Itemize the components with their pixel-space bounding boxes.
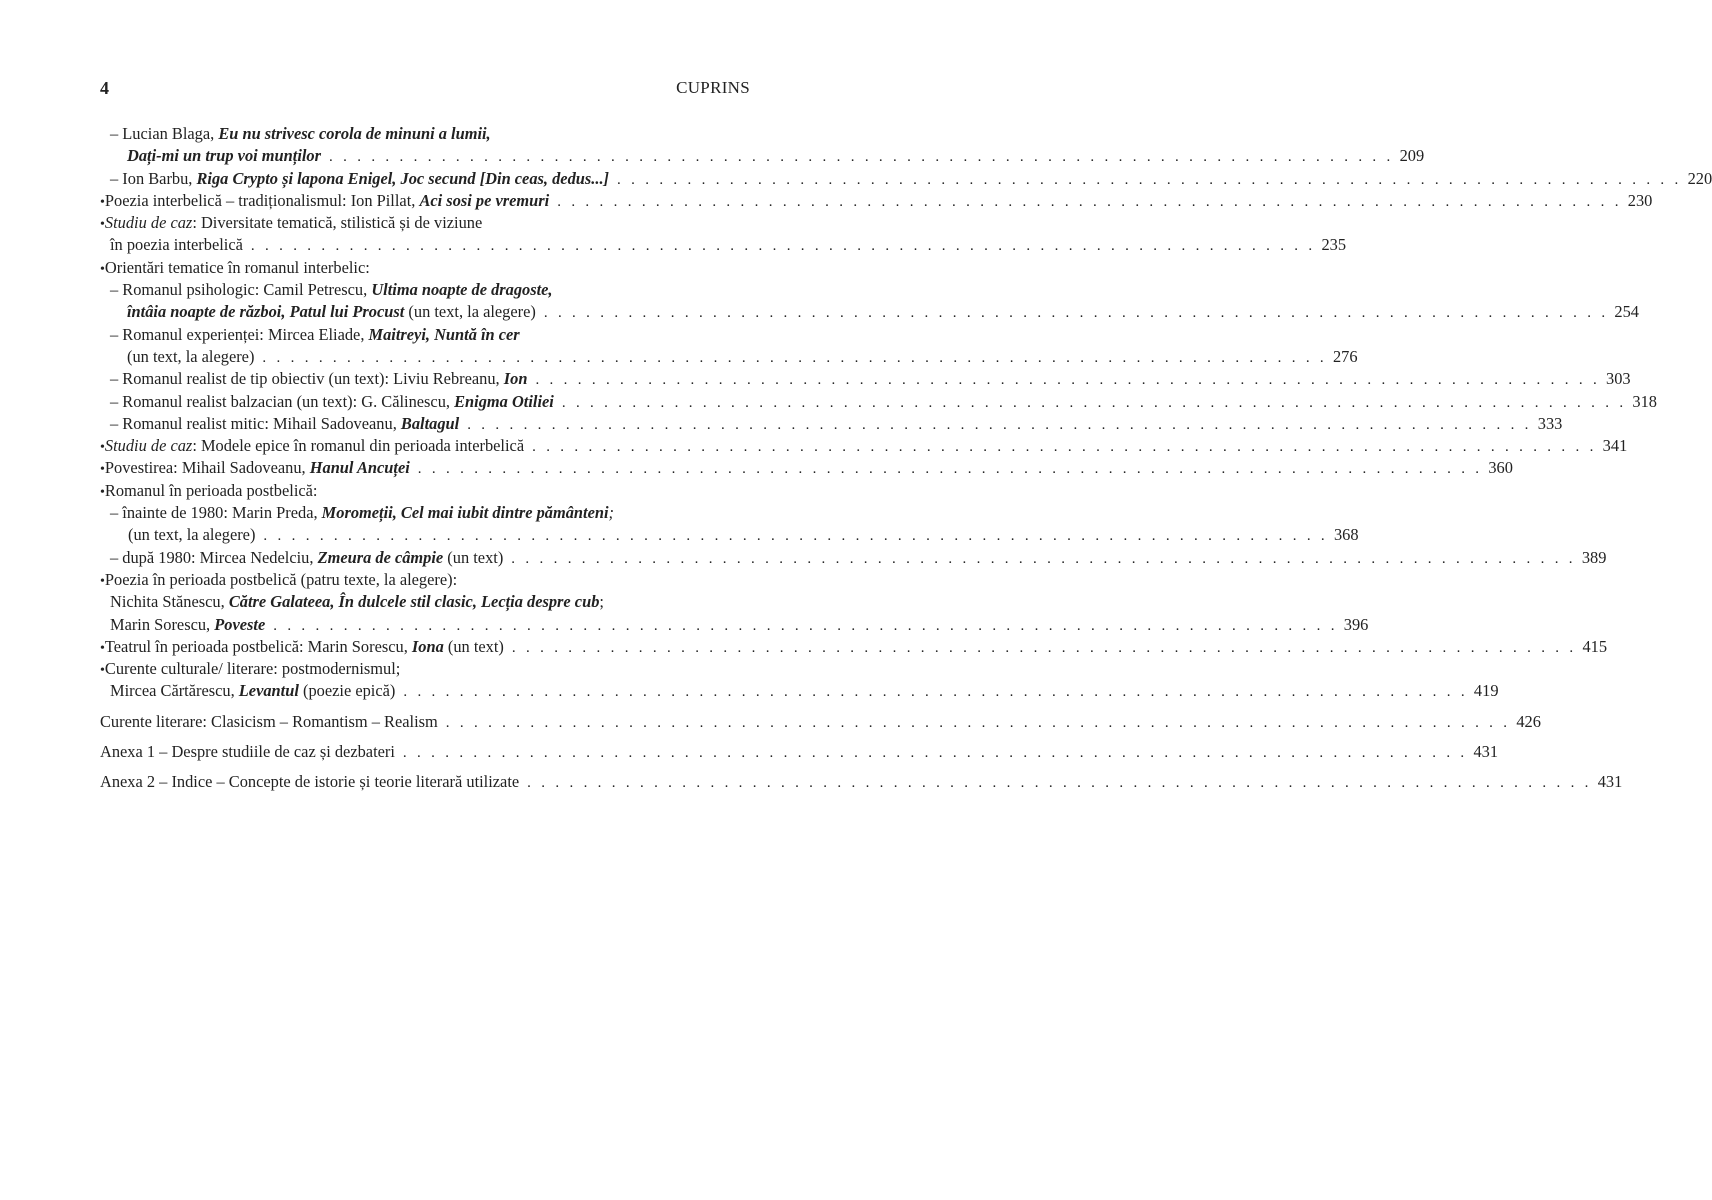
- toc-entry-teatrul: [100, 636, 1608, 658]
- dot-leader: . . . . . . . . . . . . . . . . . . . . . . . . . . . . . . . . . . . . . . . . . . . . . . . . . . . . . . . . . . . . . . . . . . . . . . . . . . . .: [557, 193, 1622, 210]
- toc-title: Nuntă în cer: [434, 324, 520, 344]
- toc-title: Riga Crypto și lapona Enigel, Joc secund [Din ceas, dedus...]: [196, 168, 610, 188]
- toc-entry-obiectiv: [100, 368, 1631, 390]
- toc-text: ,: [330, 592, 339, 612]
- bullet-icon: •: [100, 663, 105, 679]
- toc-title: Ion: [503, 369, 528, 389]
- toc-title: Aci sosi pe vremuri: [419, 190, 550, 210]
- toc-text: ,: [281, 302, 290, 322]
- toc-page: 235: [1321, 235, 1347, 255]
- toc-text: ,: [425, 324, 435, 344]
- toc-text: în poezia interbelică: [110, 235, 243, 255]
- toc-title: Către Galateea: [228, 592, 331, 612]
- dot-leader: . . . . . . . . . . . . . . . . . . . . . . . . . . . . . . . . . . . . . . . . . . . . . . . . . . . . . . . . . . . . . . . . . . . . . . . . . . . .: [543, 305, 1609, 322]
- toc-entry-experientei-cont: [100, 346, 1358, 368]
- toc-text: Curente culturale/ literare: postmodernismul;: [104, 659, 401, 679]
- toc-text-italic: Studiu de caz: [104, 436, 193, 456]
- toc-text: – Romanul realist mitic: Mihail Sadoveanu,: [110, 413, 401, 433]
- toc-page: 368: [1333, 525, 1359, 545]
- bullet-icon: •: [100, 440, 105, 456]
- toc-text: Curente literare: Clasicism – Romantism – Realism: [100, 711, 438, 731]
- bullet-icon: •: [100, 462, 105, 478]
- toc-text-italic: Studiu de caz: [104, 213, 193, 233]
- toc-text: Poezia interbelică – tradiționalismul: Ion Pillat,: [104, 190, 420, 210]
- toc-title: Lecția despre cub: [481, 592, 600, 612]
- toc-text: Teatrul în perioada postbelică: Marin Sorescu,: [104, 636, 412, 656]
- toc-text: Marin Sorescu,: [110, 614, 215, 634]
- dot-leader: . . . . . . . . . . . . . . . . . . . . . . . . . . . . . . . . . . . . . . . . . . . . . . . . . . . . . . . . . . . . . . . . . . . . . . . . . . . .: [262, 349, 1327, 366]
- dot-leader: . . . . . . . . . . . . . . . . . . . . . . . . . . . . . . . . . . . . . . . . . . . . . . . . . . . . . . . . . . . . . . . . . . . . . . . . . . . .: [532, 439, 1597, 456]
- toc-entry-stanescu: [100, 591, 750, 613]
- dot-leader: . . . . . . . . . . . . . . . . . . . . . . . . . . . . . . . . . . . . . . . . . . . . . . . . . . . . . . . . . . . . . . . . . . . . . . . . . . . .: [445, 714, 1511, 731]
- toc-text: Mircea Cărtărescu,: [110, 681, 239, 701]
- toc-text: – înainte de 1980: Marin Preda,: [110, 503, 322, 523]
- dot-leader: . . . . . . . . . . . . . . . . . . . . . . . . . . . . . . . . . . . . . . . . . . . . . . . . . . . . . . . . . . . . . . . . . . . . . . . . . . . .: [511, 550, 1576, 567]
- toc-entry-preda: [100, 502, 750, 524]
- toc-title: Hanul Ancuței: [309, 458, 410, 478]
- dot-leader: . . . . . . . . . . . . . . . . . . . . . . . . . . . . . . . . . . . . . . . . . . . . . . . . . . . . . . . . . . . . . . . . . . . . . . . . . . . .: [402, 745, 1468, 762]
- toc-text: Povestirea: Mihail Sadoveanu,: [104, 458, 310, 478]
- toc-entry-postbelic: [100, 480, 750, 502]
- toc-text: ;: [608, 503, 615, 523]
- dot-leader: . . . . . . . . . . . . . . . . . . . . . . . . . . . . . . . . . . . . . . . . . . . . . . . . . . . . . . . . . . . . . . . . . . . . . . . . . . . .: [329, 149, 1394, 166]
- dot-leader: . . . . . . . . . . . . . . . . . . . . . . . . . . . . . . . . . . . . . . . . . . . . . . . . . . . . . . . . . . . . . . . . . . . . . . . . . . . .: [511, 639, 1577, 656]
- toc-page: 333: [1537, 413, 1563, 433]
- toc-title: Patul lui Procust: [289, 302, 405, 322]
- toc-entry-anexa-1: [100, 741, 1499, 763]
- toc-page: 209: [1399, 146, 1425, 166]
- toc-text: ,: [472, 592, 482, 612]
- toc-entry-cartarescu: [100, 680, 1499, 702]
- toc-title: Iona: [411, 636, 444, 656]
- toc-page: 360: [1488, 458, 1513, 478]
- toc-text: – după 1980: Mircea Nedelciu,: [110, 547, 318, 567]
- bullet-icon: •: [100, 261, 105, 277]
- toc-page: 389: [1581, 547, 1607, 567]
- toc-title: Dați-mi un trup voi munților: [127, 146, 322, 166]
- toc-text: (un text, la alegere): [404, 302, 536, 322]
- toc-text: – Ion Barbu,: [110, 168, 197, 188]
- dot-leader: . . . . . . . . . . . . . . . . . . . . . . . . . . . . . . . . . . . . . . . . . . . . . . . . . . . . . . . . . . . . . . . . . . . . . . . . . . . .: [403, 684, 1468, 701]
- toc-entry-orientari: [100, 257, 750, 279]
- toc-text: (un text, la alegere): [127, 346, 255, 366]
- dot-leader: . . . . . . . . . . . . . . . . . . . . . . . . . . . . . . . . . . . . . . . . . . . . . . . . . . . . . . . . . . . . . . . . . . . . . . . . . . . .: [561, 394, 1627, 411]
- table-of-contents: [100, 123, 1712, 794]
- dot-leader: . . . . . . . . . . . . . . . . . . . . . . . . . . . . . . . . . . . . . . . . . . . . . . . . . . . . . . . . . . . . . . . . . . . . . . . . . . . .: [263, 528, 1328, 545]
- toc-text: : Modele epice în romanul din perioada interbelică: [192, 436, 525, 456]
- toc-title: Maitreyi: [368, 324, 426, 344]
- toc-page: 415: [1582, 636, 1608, 656]
- page-number: 4: [100, 78, 109, 98]
- toc-entry-sorescu: [100, 614, 1369, 636]
- toc-text: Nichita Stănescu,: [110, 592, 229, 612]
- toc-text: : Diversitate tematică, stilistică și de viziune: [192, 213, 483, 233]
- toc-text: (un text, la alegere): [128, 525, 256, 545]
- toc-entry-curente-literare: [100, 711, 1541, 733]
- toc-title: întâia noapte de război: [127, 302, 282, 322]
- toc-entry-studiu-1: [100, 212, 750, 234]
- dot-leader: . . . . . . . . . . . . . . . . . . . . . . . . . . . . . . . . . . . . . . . . . . . . . . . . . . . . . . . . . . . . . . . . . . . . . . . . . . . .: [617, 171, 1682, 188]
- toc-title: Ultima noapte de dragoste,: [371, 280, 553, 300]
- toc-entry-povestirea: [100, 457, 1513, 479]
- running-header: CUPRINS: [676, 78, 750, 97]
- toc-title: Enigma Otiliei: [454, 391, 554, 411]
- toc-title: În dulcele stil clasic: [338, 592, 473, 612]
- dot-leader: . . . . . . . . . . . . . . . . . . . . . . . . . . . . . . . . . . . . . . . . . . . . . . . . . . . . . . . . . . . . . . . . . . . . . . . . . . . .: [273, 617, 1338, 634]
- dot-leader: . . . . . . . . . . . . . . . . . . . . . . . . . . . . . . . . . . . . . . . . . . . . . . . . . . . . . . . . . . . . . . . . . . . . . . . . . . . .: [535, 372, 1601, 389]
- toc-text: Anexa 1 – Despre studiile de caz și dezbateri: [100, 742, 395, 762]
- toc-entry-balzacian: [100, 391, 1657, 413]
- toc-page: 431: [1473, 742, 1499, 762]
- toc-entry-nedelciu: [100, 547, 1607, 569]
- toc-page: 419: [1473, 681, 1499, 701]
- toc-page: 303: [1606, 369, 1631, 389]
- dot-leader: . . . . . . . . . . . . . . . . . . . . . . . . . . . . . . . . . . . . . . . . . . . . . . . . . . . . . . . . . . . . . . . . . . . . . . . . . . . .: [527, 775, 1592, 792]
- toc-page: 396: [1343, 614, 1369, 634]
- toc-entry-barbu: [100, 168, 1712, 190]
- dot-leader: . . . . . . . . . . . . . . . . . . . . . . . . . . . . . . . . . . . . . . . . . . . . . . . . . . . . . . . . . . . . . . . . . . . . . . . . . . . .: [417, 461, 1483, 478]
- toc-page: 431: [1597, 772, 1623, 792]
- toc-page: 276: [1332, 346, 1358, 366]
- toc-entry-pillat: [100, 190, 1653, 212]
- toc-title: Zmeura de câmpie: [317, 547, 444, 567]
- toc-entry-anexa-2: [100, 771, 1623, 793]
- toc-text: Anexa 2 – Indice – Concepte de istorie și teorie literară utilizate: [100, 772, 520, 792]
- toc-page: 254: [1614, 302, 1639, 322]
- toc-entry-psihologic: [100, 279, 750, 301]
- toc-entry-curente-culturale: [100, 658, 750, 680]
- bullet-icon: •: [100, 217, 105, 233]
- toc-text: – Romanul experienței: Mircea Eliade,: [110, 324, 369, 344]
- toc-text: Romanul în perioada postbelică:: [104, 480, 318, 500]
- toc-entry-studiu-2: [100, 435, 1628, 457]
- toc-title: Moromeții, Cel mai iubit dintre pământeni: [321, 503, 609, 523]
- dot-leader: . . . . . . . . . . . . . . . . . . . . . . . . . . . . . . . . . . . . . . . . . . . . . . . . . . . . . . . . . . . . . . . . . . . . . . . . . . . .: [250, 238, 1316, 255]
- toc-page: 230: [1627, 190, 1653, 210]
- bullet-icon: •: [100, 484, 105, 500]
- toc-page: 318: [1632, 391, 1657, 411]
- toc-entry-blaga-cont: [100, 145, 1425, 167]
- toc-title: Eu nu strivesc corola de minuni a lumii,: [218, 124, 491, 143]
- toc-text: (un text): [443, 636, 504, 656]
- toc-entry-mitic: [100, 413, 1563, 435]
- bullet-icon: •: [100, 194, 105, 210]
- toc-entry-preda-cont: [100, 524, 1359, 546]
- toc-text: ;: [599, 592, 604, 612]
- dot-leader: . . . . . . . . . . . . . . . . . . . . . . . . . . . . . . . . . . . . . . . . . . . . . . . . . . . . . . . . . . . . . . . . . . . . . . . . . . . .: [467, 416, 1532, 433]
- toc-title: Baltagul: [400, 413, 460, 433]
- toc-text: (un text): [443, 547, 504, 567]
- toc-text: – Romanul realist balzacian (un text): G. Călinescu,: [110, 391, 455, 411]
- toc-page: 426: [1516, 711, 1541, 731]
- toc-title: Levantul: [238, 681, 299, 701]
- toc-entry-studiu-1-cont: [100, 234, 1347, 256]
- toc-text: – Romanul realist de tip obiectiv (un text): Liviu Rebreanu,: [110, 369, 504, 389]
- bullet-icon: •: [100, 573, 105, 589]
- toc-text: Orientări tematice în romanul interbelic:: [104, 257, 370, 277]
- toc-text: – Lucian Blaga,: [110, 124, 219, 143]
- toc-text: Poezia în perioada postbelică (patru texte, la alegere):: [104, 569, 458, 589]
- toc-entry-experientei: [100, 324, 750, 346]
- toc-entry-psihologic-cont: [100, 301, 1639, 323]
- toc-entry-poezie-postbelica: [100, 569, 750, 591]
- toc-entry-blaga: [100, 123, 750, 145]
- toc-text: (poezie epică): [298, 681, 396, 701]
- toc-page: 220: [1687, 168, 1712, 188]
- bullet-icon: •: [100, 640, 105, 656]
- toc-page: 341: [1602, 436, 1628, 456]
- toc-title: Poveste: [214, 614, 266, 634]
- toc-text: – Romanul psihologic: Camil Petrescu,: [110, 280, 372, 300]
